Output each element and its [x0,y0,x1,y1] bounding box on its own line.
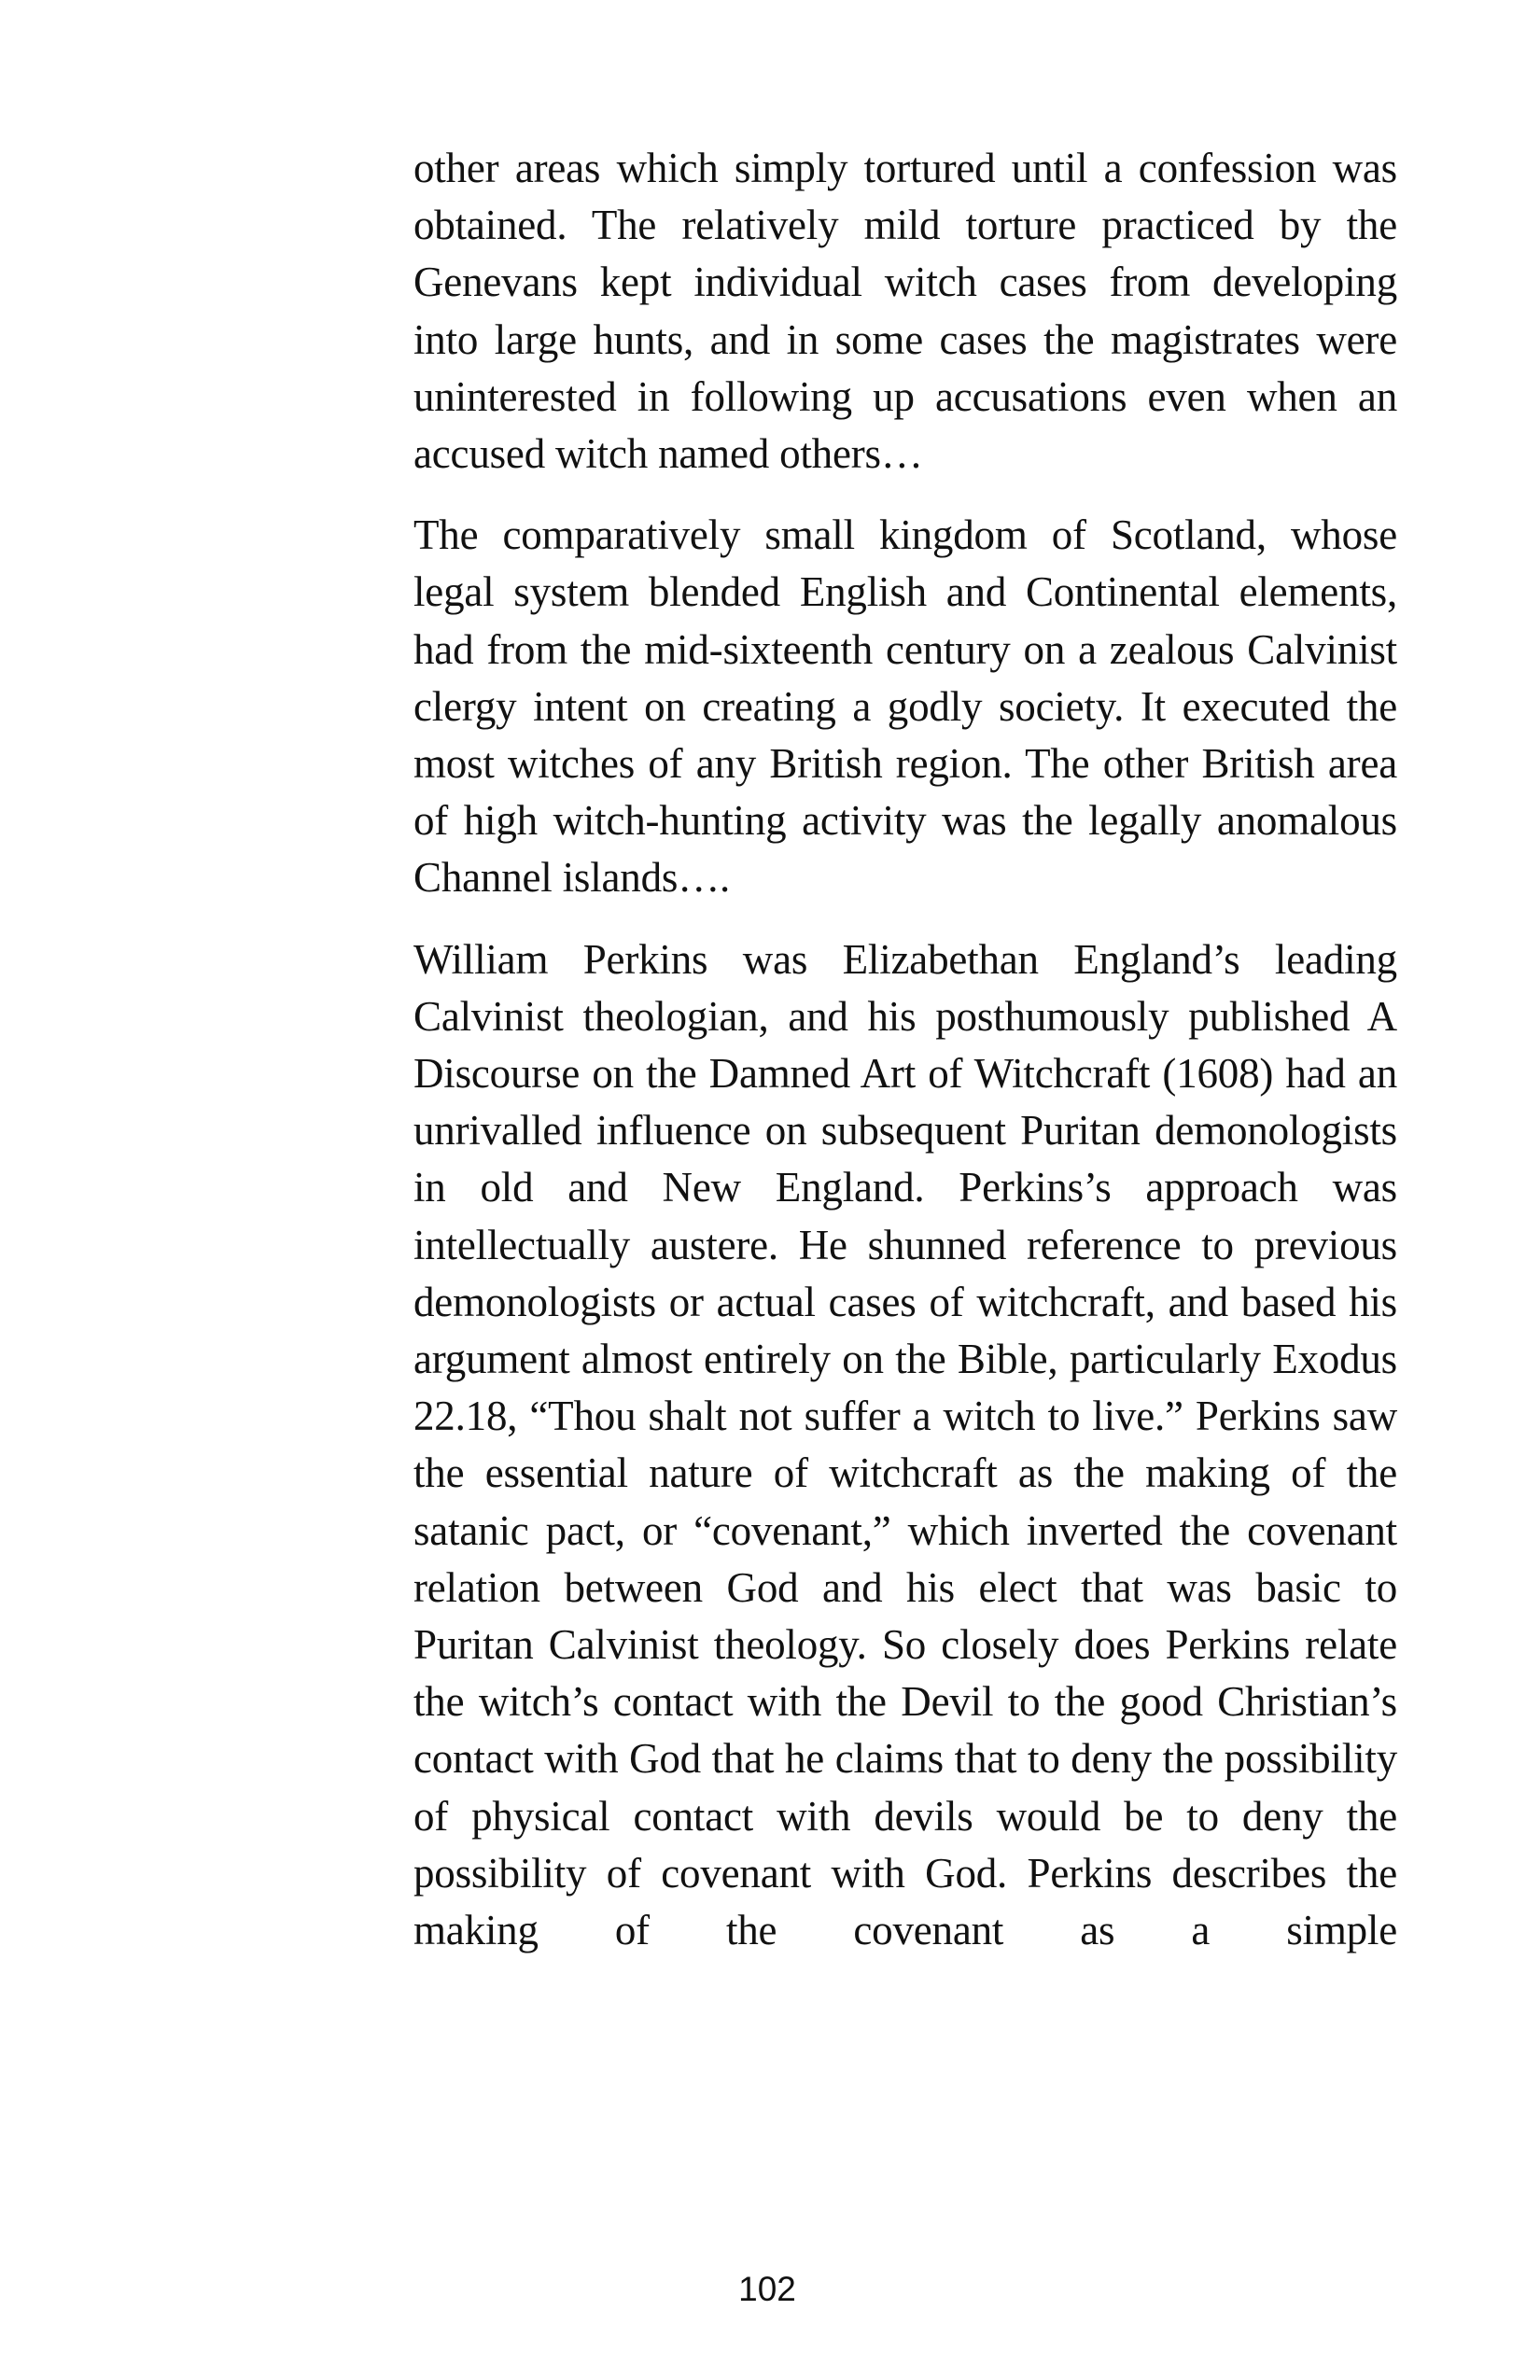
paragraph-geneva-torture: other areas which simply tortured until a confession was obtained. The relatively mild torture practiced by the Genevans kept individual witch cases from developing into large hunts, and in some cases the magistrates were uninterested in following up accusations even when an accused witch named others… [413,145,1397,478]
page-number: 102 [738,2270,796,2308]
paragraph-scotland: The comparatively small kingdom of Scotland, whose legal system blended English and Continental elements, had from the mid-sixteenth century on a zealous Calvinist clergy intent on creating a godly society. It executed the most witches of any British region. The other British area of high witch-hunting activity was the legally anomalous Channel islands…. [413,511,1397,902]
body-text [413,140,1397,1959]
paragraph-william-perkins: William Perkins was Elizabethan England’s leading Calvinist theologian, and his posthumously published A Discourse on the Damned Art of Witchcraft (1608) had an unrivalled influence on subsequent Puritan demonologists in old and New England. Perkins’s approach was intellectually austere. He shunned reference to previous demonologists or actual cases of witchcraft, and based his argument almost entirely on the Bible, particularly Exodus 22.18, “Thou shalt not suffer a witch to live.” Perkins saw the essential nature of witchcraft as the making of the satanic pact, or “covenant,” which inverted the covenant relation between God and his elect that was basic to Puritan Calvinist theology. So closely does Perkins relate the witch’s contact with the Devil to the good Christian’s contact with God that he claims that to deny the possibility of physical contact with devils would be to deny the possibility of covenant with God. Perkins describes the making of the covenant as a simple [413,935,1397,1954]
page-number-footer [0,2270,1540,2309]
